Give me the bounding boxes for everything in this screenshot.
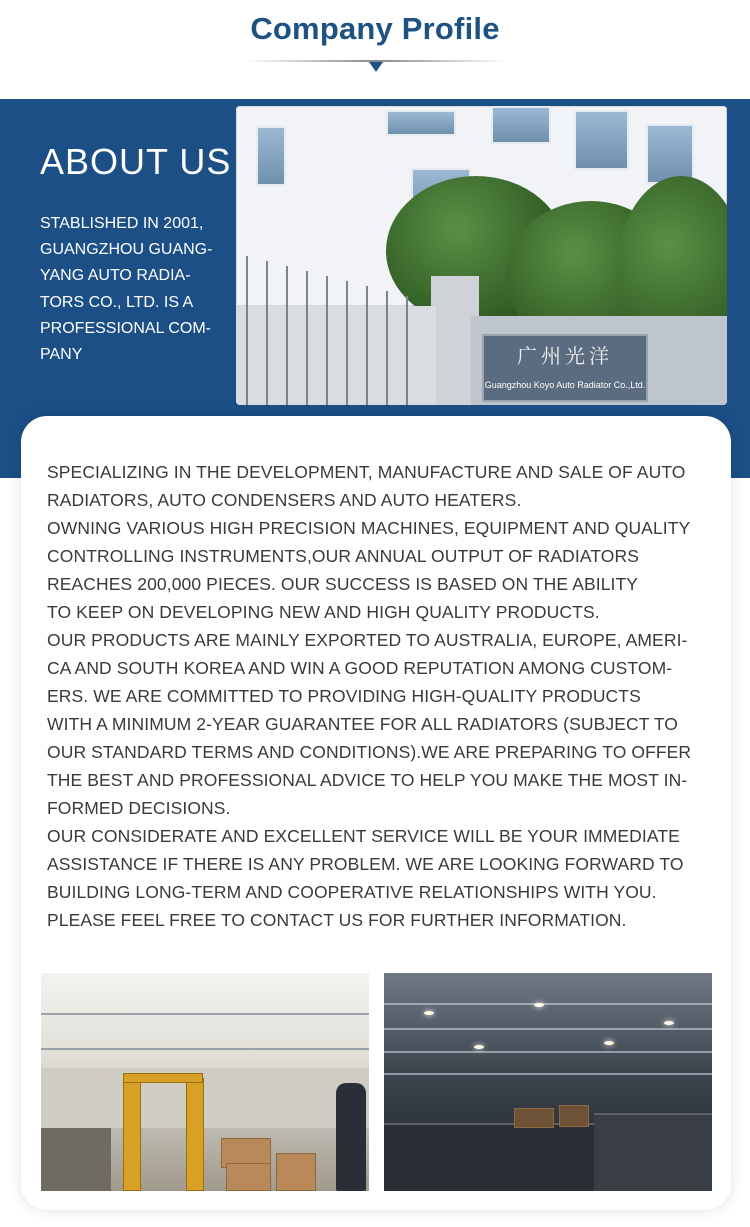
sign-english-text: Guangzhou Koyo Auto Radiator Co.,Ltd.: [484, 380, 646, 390]
paragraph-specializing: SPECIALIZING IN THE DEVELOPMENT, MANUFACTURE AND SALE OF AUTO RADIATORS, AUTO CONDENSERS AND AUTO HEATERS.: [47, 462, 686, 510]
profile-header: [0, 0, 750, 99]
company-sign: [482, 334, 648, 402]
warehouse-photo: [384, 973, 712, 1191]
page-title: Company Profile: [250, 11, 500, 46]
paragraph-service: OUR CONSIDERATE AND EXCELLENT SERVICE WILL BE YOUR IMMEDIATE ASSISTANCE IF THERE IS ANY PROBLEM. WE ARE LOOKING FORWARD TO BUILDING LONG-TERM AND COOPERATIVE RELATIONSHIPS WITH YOU. PLEASE FEEL FREE TO CONTACT US FOR FURTHER INFORMATION.: [47, 826, 684, 930]
about-intro-text: STABLISHED IN 2001, GUANGZHOU GUANG- YANG AUTO RADIA- TORS CO., LTD. IS A PROFESSIONAL COM- PANY: [40, 215, 213, 364]
about-us-heading: ABOUT US: [40, 141, 232, 182]
company-building-photo: [236, 106, 727, 405]
divider-arrow-icon: [369, 62, 383, 72]
paragraph-equipment: OWNING VARIOUS HIGH PRECISION MACHINES, EQUIPMENT AND QUALITY CONTROLLING INSTRUMENTS,OUR ANNUAL OUTPUT OF RADIATORS REACHES 200,000 PIECES. OUR SUCCESS IS BASED ON THE ABILITY TO KEEP ON DEVELOPING NEW AND HIGH QUALITY PRODUCTS.: [47, 518, 691, 622]
sign-chinese-text: 广州光洋: [517, 344, 613, 368]
workshop-photo: [41, 973, 369, 1191]
paragraph-export: OUR PRODUCTS ARE MAINLY EXPORTED TO AUSTRALIA, EUROPE, AMERI- CA AND SOUTH KOREA AND WIN A GOOD REPUTATION AMONG CUSTOM- ERS. WE ARE COMMITTED TO PROVIDING HIGH-QUALITY PRODUCTS WITH A MINIMUM 2-YEAR GUARANTEE FOR ALL RADIATORS (SUBJECT TO OUR STANDARD TERMS AND CONDITIONS).WE ARE PREPARING TO OFFER THE BEST AND PROFESSIONAL ADVICE TO HELP YOU MAKE THE MOST IN- FORMED DECISIONS.: [47, 630, 692, 818]
company-description: [47, 458, 717, 934]
